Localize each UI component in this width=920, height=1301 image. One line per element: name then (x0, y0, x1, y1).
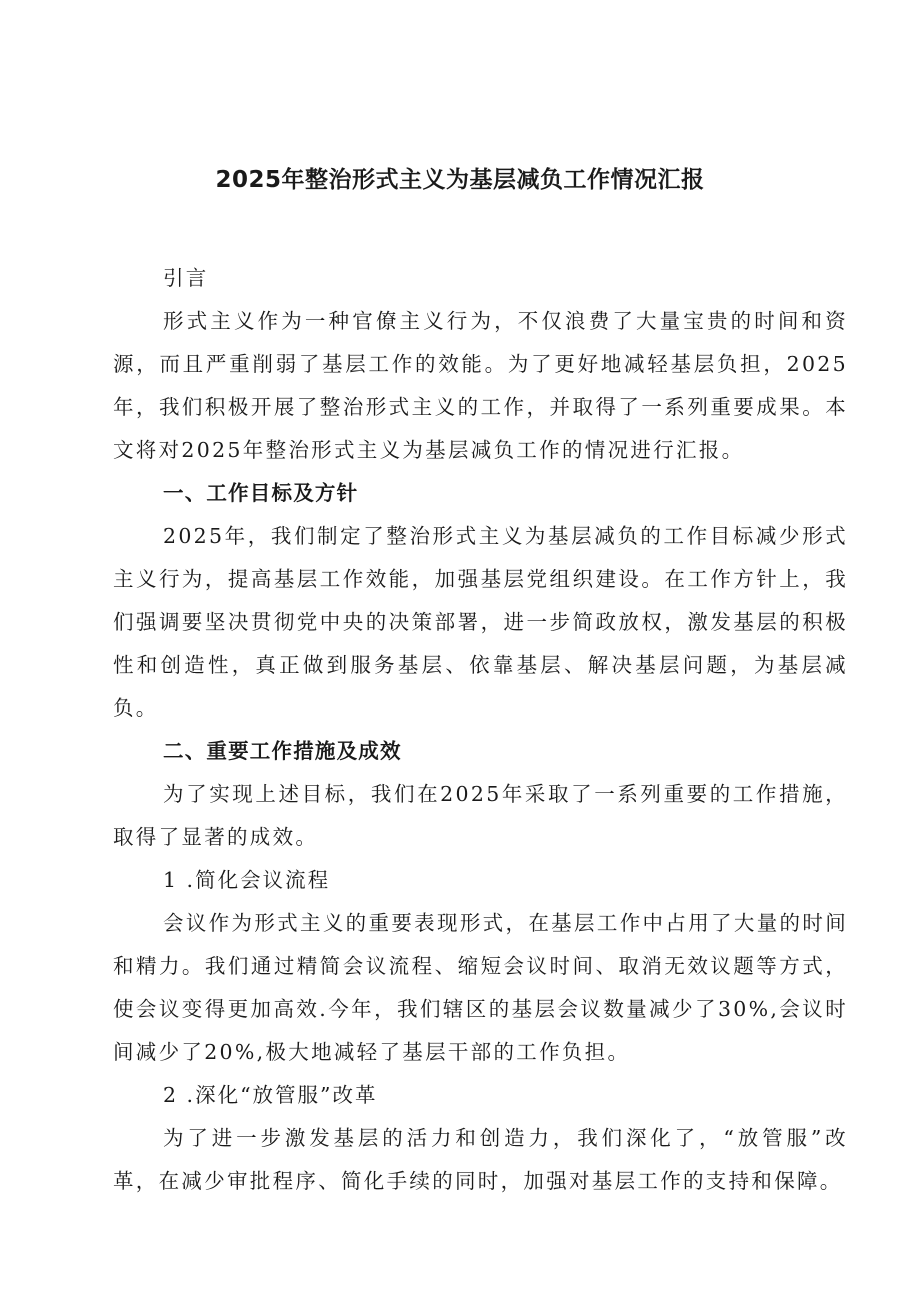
measures-paragraph: 为了实现上述目标，我们在2025年采取了一系列重要的工作措施，取得了显著的成效。 (113, 782, 848, 849)
goals-paragraph: 2025年，我们制定了整治形式主义为基层减负的工作目标减少形式主义行为，提高基层工作效能，加强基层党组织建设。在工作方针上，我们强调要坚决贯彻党中央的决策部署，进一步简政放权，激发基层的积极性和创造性，真正做到服务基层、依靠基层、解决基层问题，为基层减负。 (113, 524, 848, 720)
intro-label: 引言 (163, 266, 209, 290)
section-heading-goals: 一、工作目标及方针 (163, 481, 359, 505)
item-heading-reform: 2 .深化“放管服”改革 (163, 1083, 378, 1107)
item-heading-meetings: 1 .简化会议流程 (163, 868, 331, 892)
document-body (113, 257, 848, 1203)
intro-paragraph: 形式主义作为一种官僚主义行为，不仅浪费了大量宝贵的时间和资源，而且严重削弱了基层工作的效能。为了更好地减轻基层负担，2025年，我们积极开展了整治形式主义的工作，并取得了一系列重要成果。本文将对2025年整治形式主义为基层减负工作的情况进行汇报。 (113, 309, 848, 462)
reform-paragraph: 为了进一步激发基层的活力和创造力，我们深化了，“放管服”改革，在减少审批程序、简化手续的同时，加强对基层工作的支持和保障。 (113, 1126, 848, 1193)
document-title: 2025年整治形式主义为基层减负工作情况汇报 (215, 167, 705, 193)
meetings-paragraph: 会议作为形式主义的重要表现形式，在基层工作中占用了大量的时间和精力。我们通过精简会议流程、缩短会议时间、取消无效议题等方式，使会议变得更加高效.今年，我们辖区的基层会议数量减少了30%,会议时间减少了20%,极大地减轻了基层干部的工作负担。 (113, 911, 848, 1064)
section-heading-measures: 二、重要工作措施及成效 (163, 739, 402, 763)
